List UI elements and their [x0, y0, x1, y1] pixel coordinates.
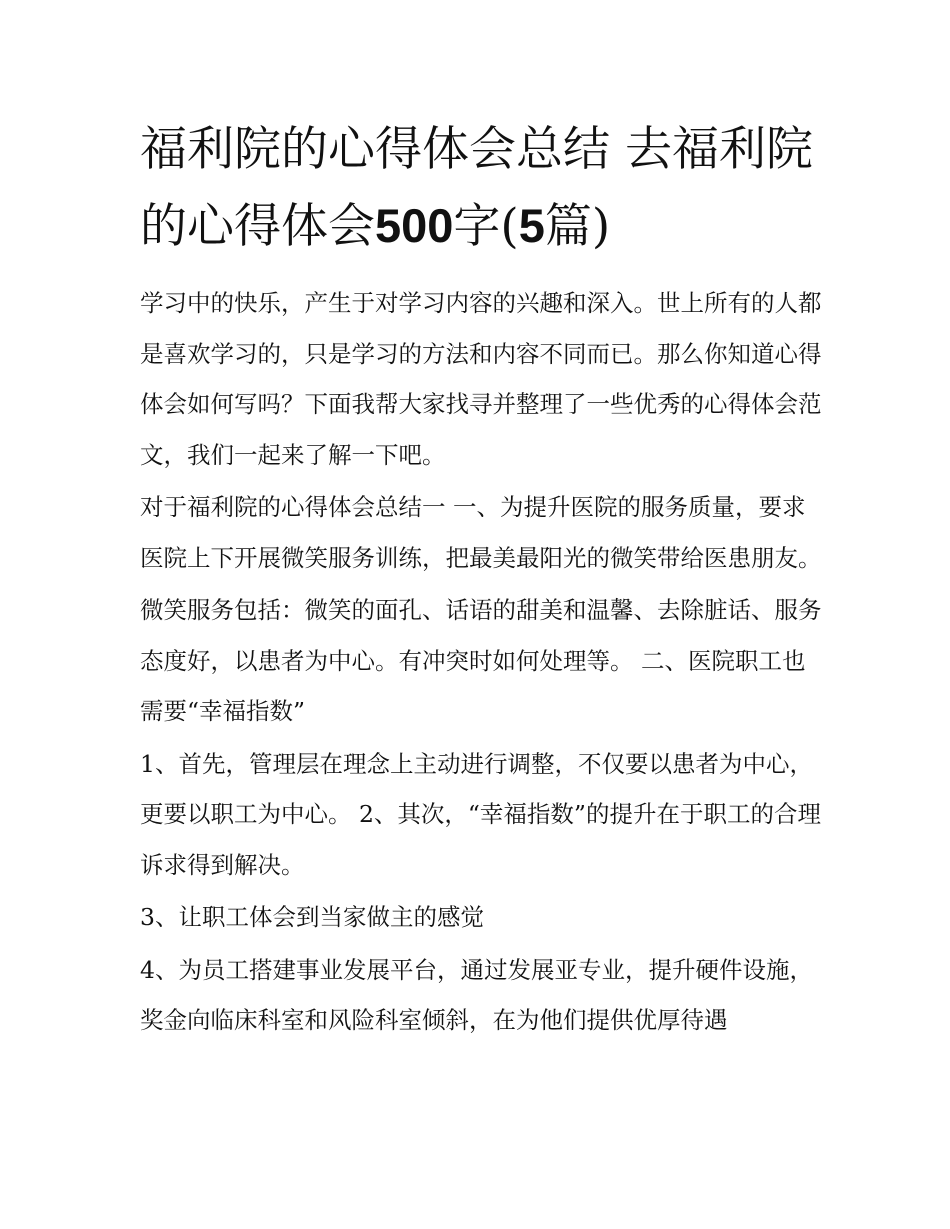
paragraph-item-3: 3、让职工体会到当家做主的感觉 — [140, 903, 484, 931]
paragraph-item-1-2: 1、首先，管理层在理念上主动进行调整，不仅要以患者为中心，更要以职工为中心。 2、其次，“幸福指数”的提升在于职工的合理诉求得到解决。 — [140, 749, 821, 879]
document-title — [140, 112, 830, 265]
title-number: 500 — [375, 199, 454, 252]
title-text-part3: 篇) — [544, 199, 611, 254]
paragraph-summary-one: 对于福利院的心得体会总结一 一、为提升医院的服务质量，要求医院上下开展微笑服务训练，把最美最阳光的微笑带给医患朋友。 — [140, 493, 822, 572]
paragraph-intro: 学习中的快乐，产生于对学习内容的兴趣和深入。世上所有的人都是喜欢学习的，只是学习的方法和内容不同而已。那么你知道心得体会如何写吗？下面我帮大家找寻并整理了一些优秀的心得体会范文，我们一起来了解一下吧。 — [140, 289, 822, 469]
paragraph-smile-service: 微笑服务包括：微笑的面孔、话语的甜美和温馨、去除脏话、服务态度好，以患者为中心。有冲突时如何处理等。 二、医院职工也需要“幸福指数” — [140, 596, 822, 725]
title-text-part1: 福利院的心得体会总结 去福利院的心得体会 — [140, 122, 813, 254]
paragraph-item-4: 4、为员工搭建事业发展平台，通过发展亚专业，提升硬件设施，奖金向临床科室和风险科室倾斜，在为他们提供优厚待遇 — [140, 955, 813, 1034]
title-text-part2: 字( — [453, 199, 519, 254]
title-number-2: 5 — [518, 199, 545, 252]
document-body — [140, 278, 825, 1048]
